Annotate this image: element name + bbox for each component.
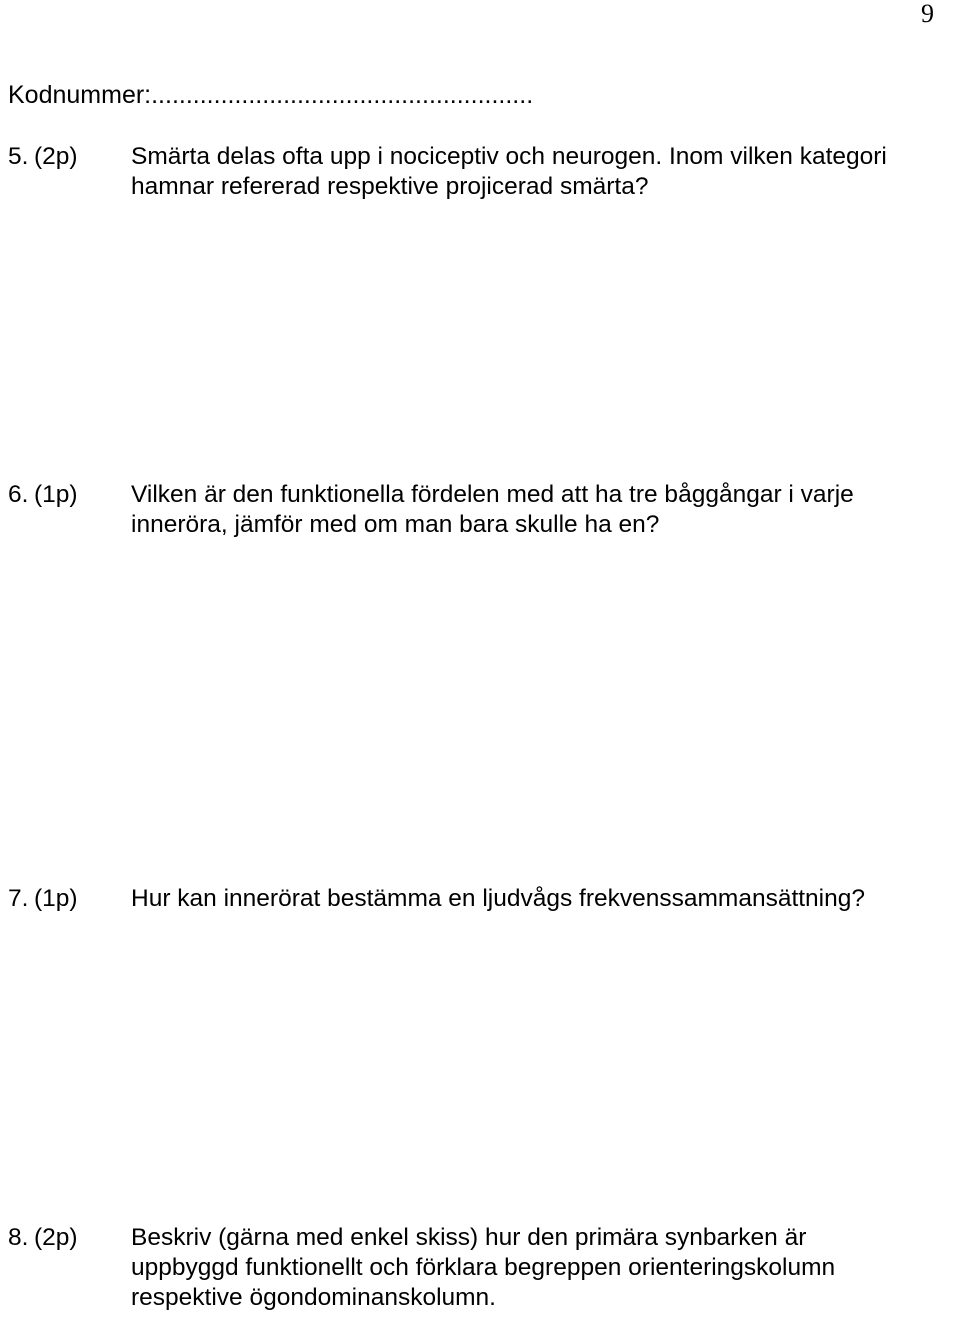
question-text [131,480,958,540]
question-text [131,1223,958,1313]
question-text-line: respektive ögondominanskolumn. [131,1284,496,1311]
question-points: (1p) [34,885,78,912]
question-6 [8,480,960,540]
question-points: (1p) [34,481,78,508]
question-text-line: Vilken är den funktionella fördelen med att ha tre båggångar i varje [131,481,854,508]
question-text-line: Hur kan innerörat bestämma en ljudvågs frekvenssammansättning? [131,885,866,912]
question-points: (2p) [34,143,78,170]
question-text-line: Smärta delas ofta upp i nociceptiv och neurogen. Inom vilken kategori [131,143,887,170]
question-number: 7. [8,885,29,912]
question-text-line: hamnar refererad respektive projicerad smärta? [131,173,649,200]
question-number: 6. [8,481,29,508]
question-text [131,142,958,202]
question-text-line: Beskriv (gärna med enkel skiss) hur den primära synbarken är [131,1224,807,1251]
question-8 [8,1223,960,1313]
question-points: (2p) [34,1224,78,1251]
question-text-line: inneröra, jämför med om man bara skulle ha en? [131,511,660,538]
question-7 [8,884,960,914]
question-number: 5. [8,143,29,170]
question-number: 8. [8,1224,29,1251]
question-text-line: uppbyggd funktionellt och förklara begreppen orienteringskolumn [131,1254,836,1281]
question-5 [8,142,960,202]
question-text [131,884,958,914]
kodnummer-field: Kodnummer:....................................................... [8,81,534,109]
page-number: 9 [921,0,934,28]
